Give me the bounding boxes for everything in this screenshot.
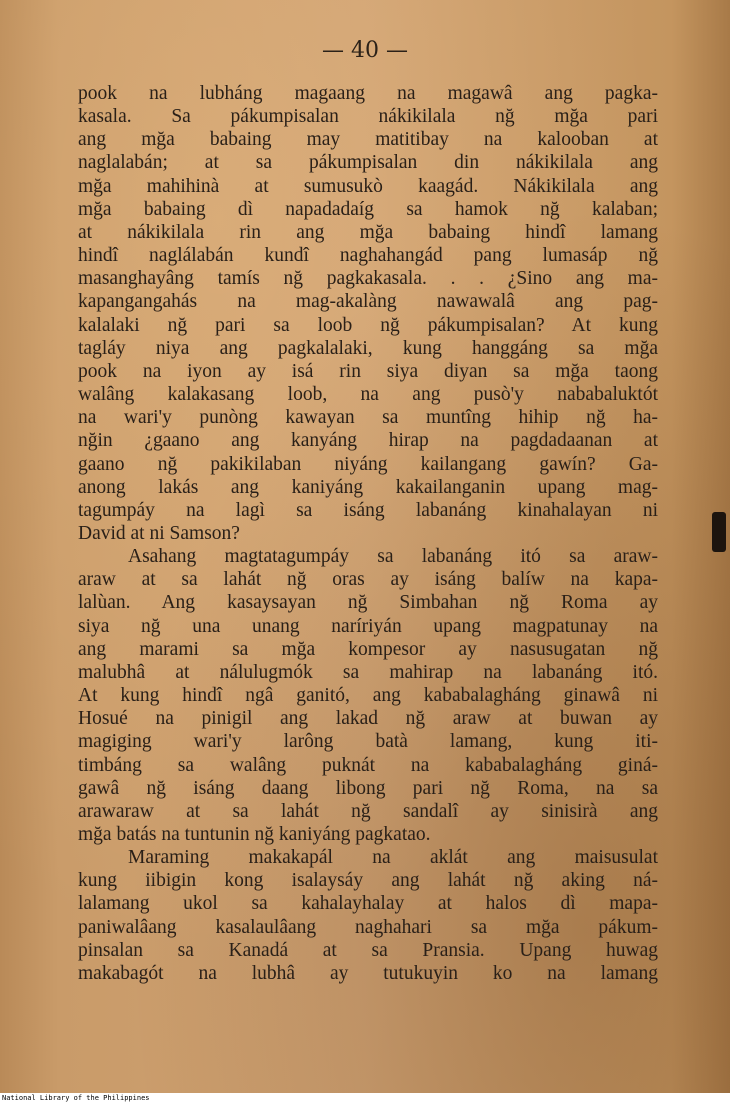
text-line: ang marami sa mğa kompesor ay nasusugatan nğ — [78, 638, 658, 660]
text-line: pinsalan sa Kanadá at sa Pransia. Upang huwag — [78, 939, 658, 961]
text-line: At kung hindî ngâ ganitó, ang kababalagháng ginawâ ni — [78, 685, 658, 707]
text-line: mğa mahihinà at sumusukò kaagád. Nákikilala ang — [78, 175, 658, 197]
text-line: naglalabán; at sa pákumpisalan din nákikilala ang — [78, 152, 658, 174]
text-line: Asahang magtatagumpáy sa labanáng itó sa araw- — [128, 546, 658, 568]
library-credit: National Library of the Philippines — [2, 1094, 150, 1102]
text-line: timbáng sa walâng puknát na kababalagháng giná- — [78, 754, 658, 776]
text-line: tagláy niya ang pagkalalaki, kung hanggáng sa mğa — [78, 337, 658, 359]
page-number: — 40 — — [322, 38, 408, 63]
footer-bar — [0, 1093, 730, 1103]
text-line: kalalaki nğ pari sa loob nğ pákumpisalan? At kung — [78, 314, 658, 336]
text-line: anong lakás ang kaniyáng kakailanganin upang mag- — [78, 476, 658, 498]
text-line: araw at sa lahát nğ oras ay isáng balíw na kapa- — [78, 569, 658, 591]
text-line: na wari'y punòng kawayan sa muntîng hihip nğ ha- — [78, 407, 658, 429]
text-line: walâng kalakasang loob, na ang pusò'y nababaluktót — [78, 384, 658, 406]
text-line: makabagót na lubhâ ay tutukuyin ko na lamang — [78, 962, 658, 984]
text-line: David at ni Samson? — [78, 522, 240, 544]
text-line: kung iibigin kong isalaysáy ang lahát nğ aking ná- — [78, 870, 658, 892]
text-line: Hosué na pinigil ang lakad nğ araw at buwan ay — [78, 708, 658, 730]
text-line: pook na iyon ay isá rin siya diyan sa mğa taong — [78, 360, 658, 382]
text-line: paniwalâang kasalaulâang naghahari sa mğa pákum- — [78, 916, 658, 938]
text-line: gaano nğ pakikilaban niyáng kailangang gawín? Ga- — [78, 453, 658, 475]
text-line: mğa batás na tuntunin nğ kaniyáng pagkatao. — [78, 824, 431, 845]
text-line: lalùan. Ang kasaysayan nğ Simbahan nğ Roma ay — [78, 592, 658, 614]
text-line: kasala. Sa pákumpisalan nákikilala nğ mğa pari — [78, 106, 658, 128]
text-line: siya nğ una unang naríriyán upang magpatunay na — [78, 615, 658, 637]
text-line: at nákikilala rin ang mğa babaing hindî lamang — [78, 221, 658, 243]
text-line: tagumpáy na lagì sa isáng labanáng kinahalayan ni — [78, 499, 658, 521]
body-text — [78, 82, 658, 985]
text-line: lalamang ukol sa kahalayhalay at halos dì mapa- — [78, 893, 658, 915]
text-line: masanghayâng tamís nğ pagkakasala. . . ¿Sino ang ma- — [78, 268, 658, 290]
text-line: Maraming makakapál na aklát ang maisusulat — [128, 847, 658, 869]
text-line: ang mğa babaing may matitibay na kalooban at — [78, 129, 658, 151]
text-line: magiging wari'y larông batà lamang, kung iti- — [78, 731, 658, 753]
text-line: gawâ nğ isáng daang libong pari nğ Roma, na sa — [78, 777, 658, 799]
text-line: kapangangahás na mag-akalàng nawawalâ ang pag- — [78, 291, 658, 313]
text-line: arawaraw at sa lahát nğ sandalî ay sinisirà ang — [78, 800, 658, 822]
text-line: hindî naglálabán kundî naghahangád pang lumasáp nğ — [78, 245, 658, 267]
text-line: malubhâ at nálulugmók sa mahirap na labanáng itó. — [78, 661, 658, 683]
page-edge-mark — [712, 512, 726, 552]
text-line: mğa babaing dì napadadaíg sa hamok nğ kalaban; — [78, 198, 658, 220]
text-line: pook na lubháng magaang na magawâ ang pagka- — [78, 83, 658, 104]
text-line: nğin ¿gaano ang kanyáng hirap na pagdadaanan at — [78, 430, 658, 452]
